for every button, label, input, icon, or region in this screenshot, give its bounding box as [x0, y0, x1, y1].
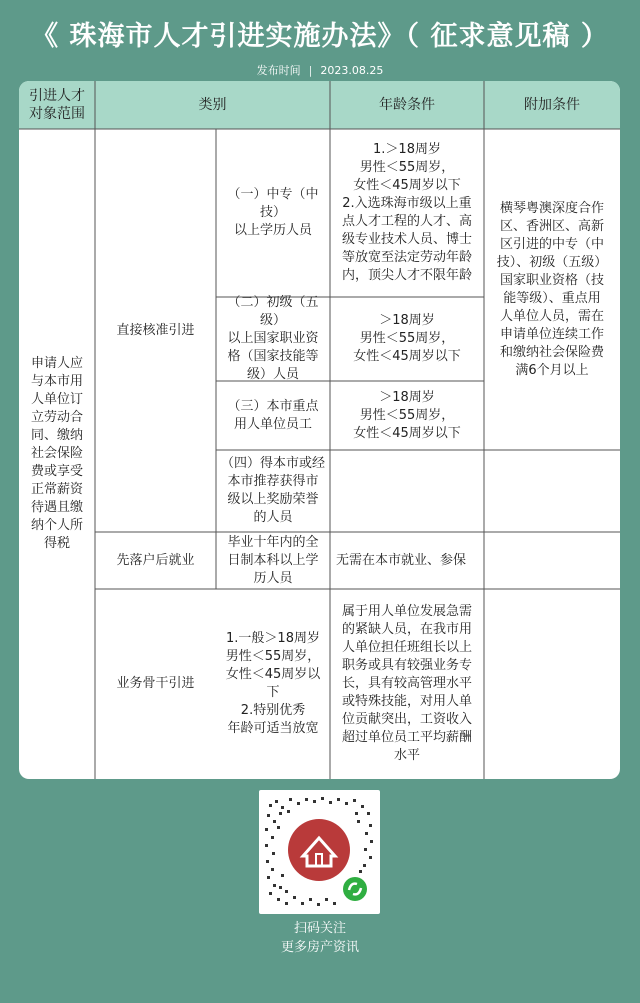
- header-scope: 引进人才 对象范围: [29, 88, 85, 122]
- direct-label: 直接核准引进: [116, 322, 195, 338]
- policy-table: [19, 81, 620, 779]
- direct-category-4: （四）得本市或经 本市推荐获得市 级以上奖励荣誉 的人员: [220, 456, 325, 525]
- scope-cell: 申请人应 与本市用 人单位订 立劳动合 同、缴纳 社会保险 费或享受 正常薪资 待遇且缴 纳个人所 得税: [30, 356, 83, 551]
- settle-category: 毕业十年内的全 日制本科以上学 历人员: [227, 534, 319, 586]
- header-category: 类别: [198, 97, 227, 113]
- direct-age-1: 1.＞18周岁 男性＜55周岁， 女性＜45周岁以下 2.入选珠海市级以上重 点人才工程的人才、高 级专业技术人员、博士 等放宽至法定劳动年龄 内，顶尖人才不限年龄: [341, 142, 472, 283]
- qr-code[interactable]: [259, 790, 380, 914]
- publish-label: 发布时间: [256, 64, 301, 77]
- direct-category-3: （三）本市重点 用人单位员工: [227, 398, 319, 432]
- settle-label: 先落户后就业: [116, 552, 195, 568]
- header-extra: 附加条件: [524, 97, 580, 113]
- header-age: 年龄条件: [379, 97, 435, 113]
- qr-code-graphic: [259, 790, 380, 914]
- settle-age: 无需在本市就业、参保: [336, 552, 467, 568]
- direct-category-2: （二）初级（五级） 以上国家职业资 格（国家技能等 级）人员: [227, 295, 319, 382]
- direct-extra: 横琴粤澳深度合作 区、香洲区、高新 区引进的中专（中 技）、初级（五级） 国家职业资格（技 能等级）、重点用 人单位人员，需在 申请单位连续工作 和缴纳社会保险费 满6个月以上: [496, 200, 608, 378]
- qr-caption-line2: 更多房产资讯: [280, 940, 359, 955]
- backbone-age: 属于用人单位发展急需 的紧缺人员，在我市用 人单位担任班组长以上 职务或具有较强业务专 长，具有较高管理水平 或特殊技能，对用人单 位贡献突出，工资收入 超过单位员工平均薪酬 水平: [341, 604, 472, 763]
- publish-date: 2023.08.25: [320, 64, 384, 77]
- backbone-label: 业务骨干引进: [116, 676, 195, 691]
- direct-age-3: ＞18周岁 男性＜55周岁， 女性＜45周岁以下: [353, 389, 461, 441]
- backbone-category: 1.一般＞18周岁 男性＜55周岁， 女性＜45周岁以下 2.特别优秀 年龄可适当放宽: [225, 631, 321, 736]
- qr-caption-line1: 扫码关注: [293, 921, 346, 936]
- direct-category-1: （一）中专（中技） 以上学历人员: [227, 187, 319, 238]
- direct-age-2: ＞18周岁 男性＜55周岁， 女性＜45周岁以下: [353, 313, 461, 364]
- page-title: 《 珠海市人才引进实施办法》（ 征求意见稿 ）: [31, 21, 609, 52]
- publish-info: 发布时间 | 2023.08.25: [256, 64, 384, 77]
